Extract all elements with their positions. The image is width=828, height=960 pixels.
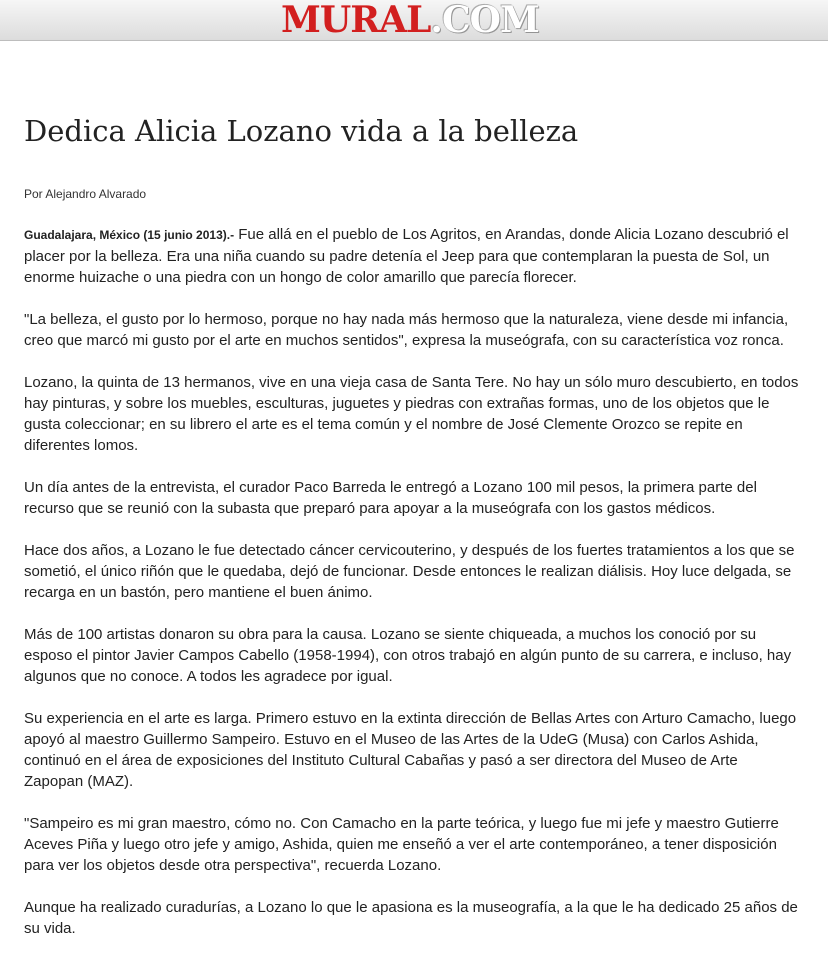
article-paragraph: "Sampeiro es mi gran maestro, cómo no. Con Camacho en la parte teórica, y luego fue mi jefe y maestro Gutierre Aceves Piña y luego otro jefe y amigo, Ashida, quien me enseñó a ver el arte contemporáneo, a tener disposición para ver los objetos desde otra perspectiva", recuerda Lozano. (24, 815, 779, 874)
article-dateline: Guadalajara, México (15 junio 2013).- (24, 228, 235, 242)
article-byline: Por Alejandro Alvarado (24, 187, 147, 201)
article-paragraph-lead (24, 224, 800, 288)
site-header-bar (0, 0, 828, 41)
article-paragraph: Hace dos años, a Lozano le fue detectado cáncer cervicouterino, y después de los fuertes tratamientos a los que se sometió, el único riñón que le quedaba, dejó de funcionar. Desde entonces le realizan diálisis. Hoy luce delgada, se recarga en un bastón, pero mantiene el buen ánimo. (24, 542, 795, 601)
article-paragraph: Más de 100 artistas donaron su obra para la causa. Lozano se siente chiqueada, a muchos los conoció por su esposo el pintor Javier Campos Cabello (1958-1994), con otros trabajó en algún punto de su carrera, e incluso, hay algunos que no conoce. A todos les agradece por igual. (24, 626, 792, 685)
article-paragraph: Aunque ha realizado curadurías, a Lozano lo que le apasiona es la museografía, a la que le ha dedicado 25 años de su vida. (24, 899, 798, 937)
article-body (24, 224, 800, 960)
article-lead-text: Fue allá en el pueblo de Los Agritos, en Arandas, donde Alicia Lozano descubrió el placer por la belleza. Era una niña cuando su padre detenía el Jeep para que contemplaran la puesta de Sol, un enorme huizache o una piedra con un hongo de color amarillo que parecía florecer. (24, 226, 789, 286)
article-headline: Dedica Alicia Lozano vida a la belleza (24, 114, 579, 148)
logo-suffix-text: .COM (430, 0, 539, 41)
article-paragraph: "La belleza, el gusto por lo hermoso, porque no hay nada más hermoso que la naturaleza, viene desde mi infancia, creo que marcó mi gusto por el arte en muchos sentidos", expresa la museógrafa, con su característica voz ronca. (24, 311, 789, 349)
article-paragraph: Un día antes de la entrevista, el curador Paco Barreda le entregó a Lozano 100 mil pesos, la primera parte del recurso que se reunió con la subasta que preparó para apoyar a la museógrafa con los gastos médicos. (24, 479, 757, 517)
logo-main-text: MURAL (281, 0, 431, 41)
article-paragraph: Su experiencia en el arte es larga. Primero estuvo en la extinta dirección de Bellas Artes con Arturo Camacho, luego apoyó al maestro Guillermo Sampeiro. Estuvo en el Museo de las Artes de la UdeG (Musa) con Carlos Ashida, continuó en el área de exposiciones del Instituto Cultural Cabañas y pasó a ser directora del Museo de Arte Zapopan (MAZ). (24, 710, 797, 790)
mural-logo[interactable] (281, 0, 539, 41)
article-paragraph: Lozano, la quinta de 13 hermanos, vive en una vieja casa de Santa Tere. No hay un sólo muro descubierto, en todos hay pinturas, y sobre los muebles, esculturas, juguetes y piedras con extrañas formas, uno de los objetos que le gusta coleccionar; en su librero el arte es el tema común y el nombre de José Clemente Orozco se repite en diferentes lomos. (24, 374, 799, 454)
